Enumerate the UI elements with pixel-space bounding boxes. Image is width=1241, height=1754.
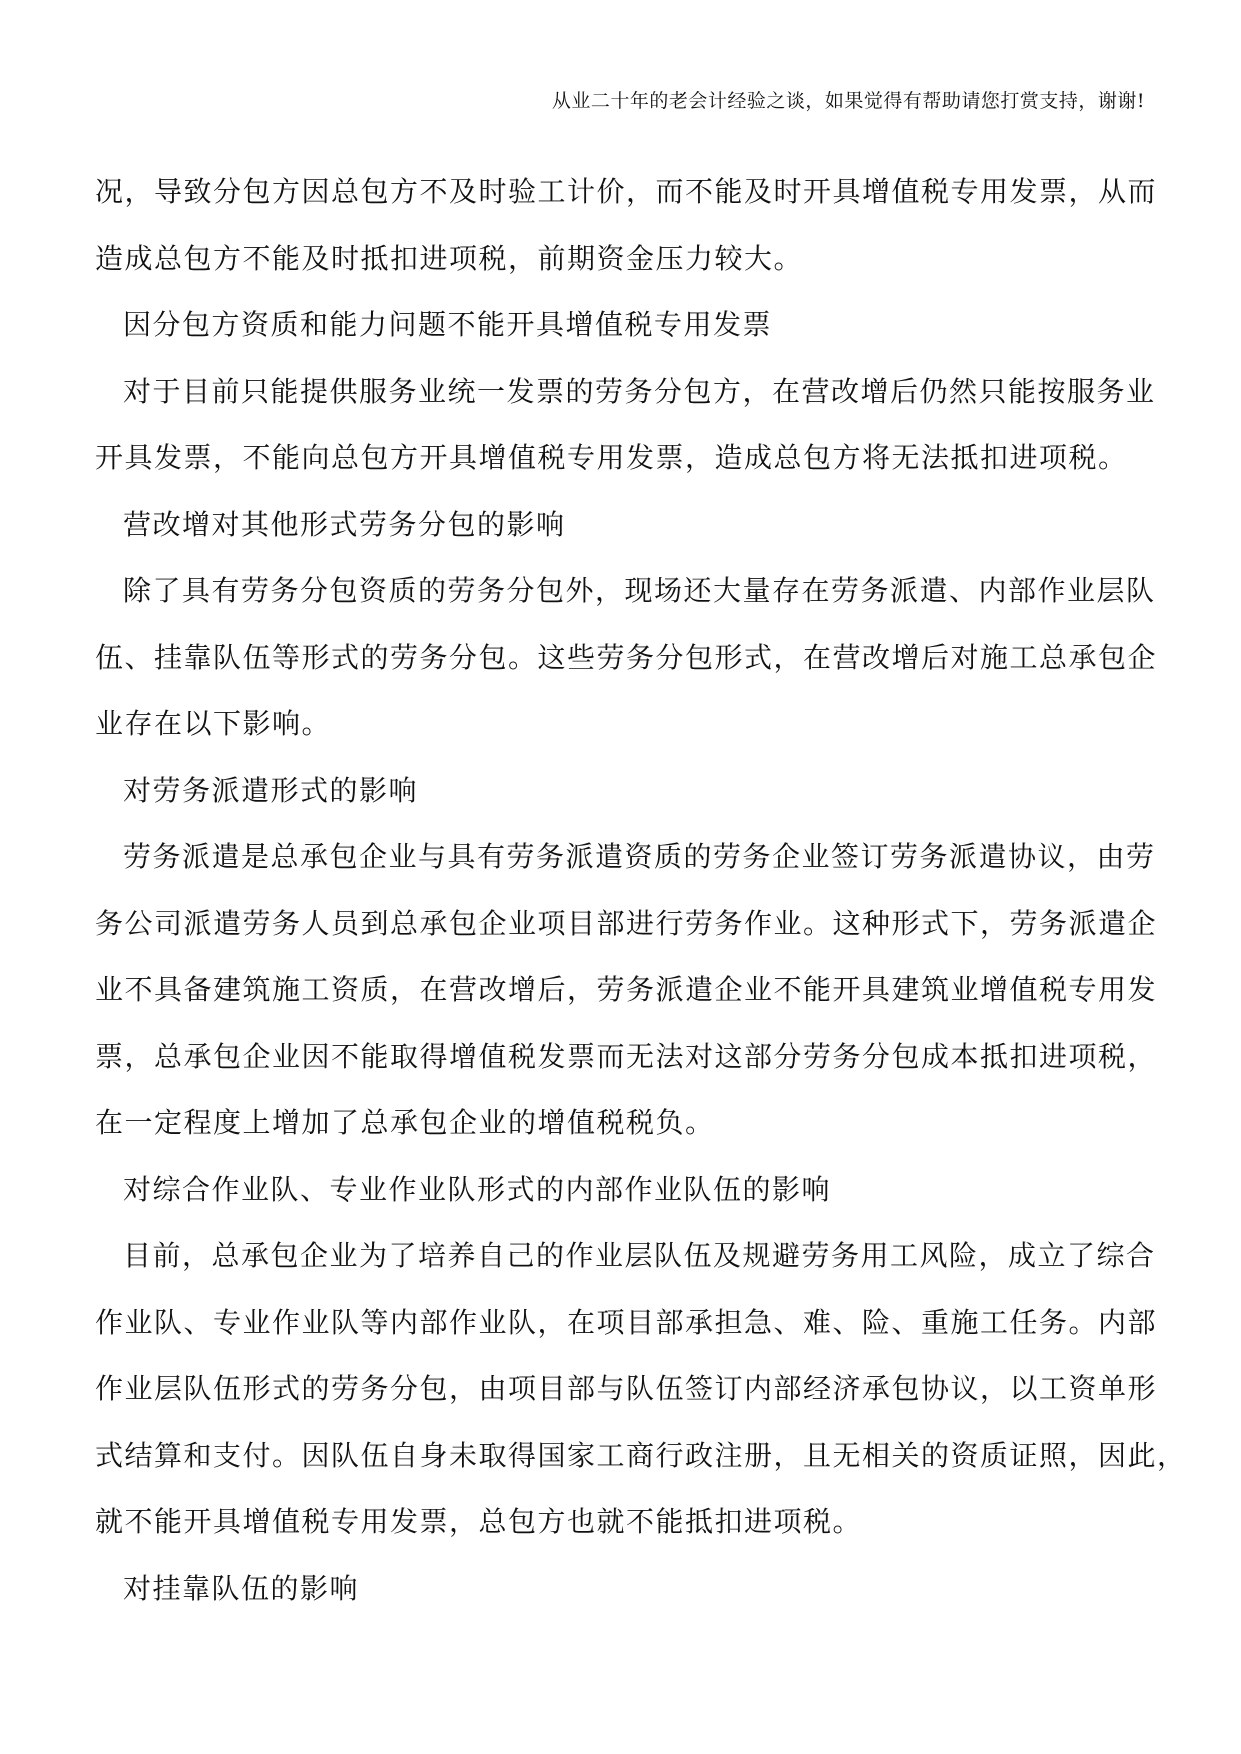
text-line: 业不具备建筑施工资质，在营改增后，劳务派遣企业不能开具建筑业增值税专用发	[95, 973, 1158, 1006]
text-line: 伍、挂靠队伍等形式的劳务分包。这些劳务分包形式，在营改增后对施工总承包企	[95, 640, 1158, 674]
text-line: 目前，总承包企业为了培养自己的作业层队伍及规避劳务用工风险，成立了综合	[123, 1239, 1156, 1272]
section-heading: 对综合作业队、专业作业队形式的内部作业队伍的影响	[123, 1172, 832, 1206]
header-note: 从业二十年的老会计经验之谈，如果觉得有帮助请您打赏支持，谢谢!	[551, 90, 1145, 112]
text-line: 作业队、专业作业队等内部作业队，在项目部承担急、难、险、重施工任务。内部	[95, 1305, 1158, 1339]
text-line: 作业层队伍形式的劳务分包，由项目部与队伍签订内部经济承包协议，以工资单形	[95, 1372, 1158, 1405]
text-line: 劳务派遣是总承包企业与具有劳务派遣资质的劳务企业签订劳务派遣协议，由劳	[123, 840, 1156, 873]
section-heading: 营改增对其他形式劳务分包的影响	[123, 507, 566, 541]
text-line: 就不能开具增值税专用发票，总包方也就不能抵扣进项税。	[95, 1505, 863, 1538]
text-line: 况，导致分包方因总包方不及时验工计价，而不能及时开具增值税专用发票，从而	[95, 175, 1158, 208]
text-line: 开具发票，不能向总包方开具增值税专用发票，造成总包方将无法抵扣进项税。	[95, 441, 1128, 474]
document-body	[95, 159, 1187, 1622]
section-heading: 对挂靠队伍的影响	[123, 1571, 360, 1605]
text-line: 在一定程度上增加了总承包企业的增值税税负。	[95, 1106, 715, 1139]
section-heading: 对劳务派遣形式的影响	[123, 773, 419, 807]
text-line: 业存在以下影响。	[95, 707, 332, 740]
text-line: 除了具有劳务分包资质的劳务分包外，现场还大量存在劳务派遣、内部作业层队	[123, 574, 1156, 607]
section-heading: 因分包方资质和能力问题不能开具增值税专用发票	[123, 308, 773, 341]
text-line: 务公司派遣劳务人员到总承包企业项目部进行劳务作业。这种形式下，劳务派遣企	[95, 906, 1158, 940]
text-line: 式结算和支付。因队伍自身未取得国家工商行政注册，且无相关的资质证照，因此，	[95, 1438, 1187, 1472]
text-line: 造成总包方不能及时抵扣进项税，前期资金压力较大。	[95, 241, 804, 275]
text-line: 对于目前只能提供服务业统一发票的劳务分包方，在营改增后仍然只能按服务业	[123, 374, 1156, 408]
text-line: 票，总承包企业因不能取得增值税发票而无法对这部分劳务分包成本抵扣进项税，	[95, 1039, 1158, 1073]
